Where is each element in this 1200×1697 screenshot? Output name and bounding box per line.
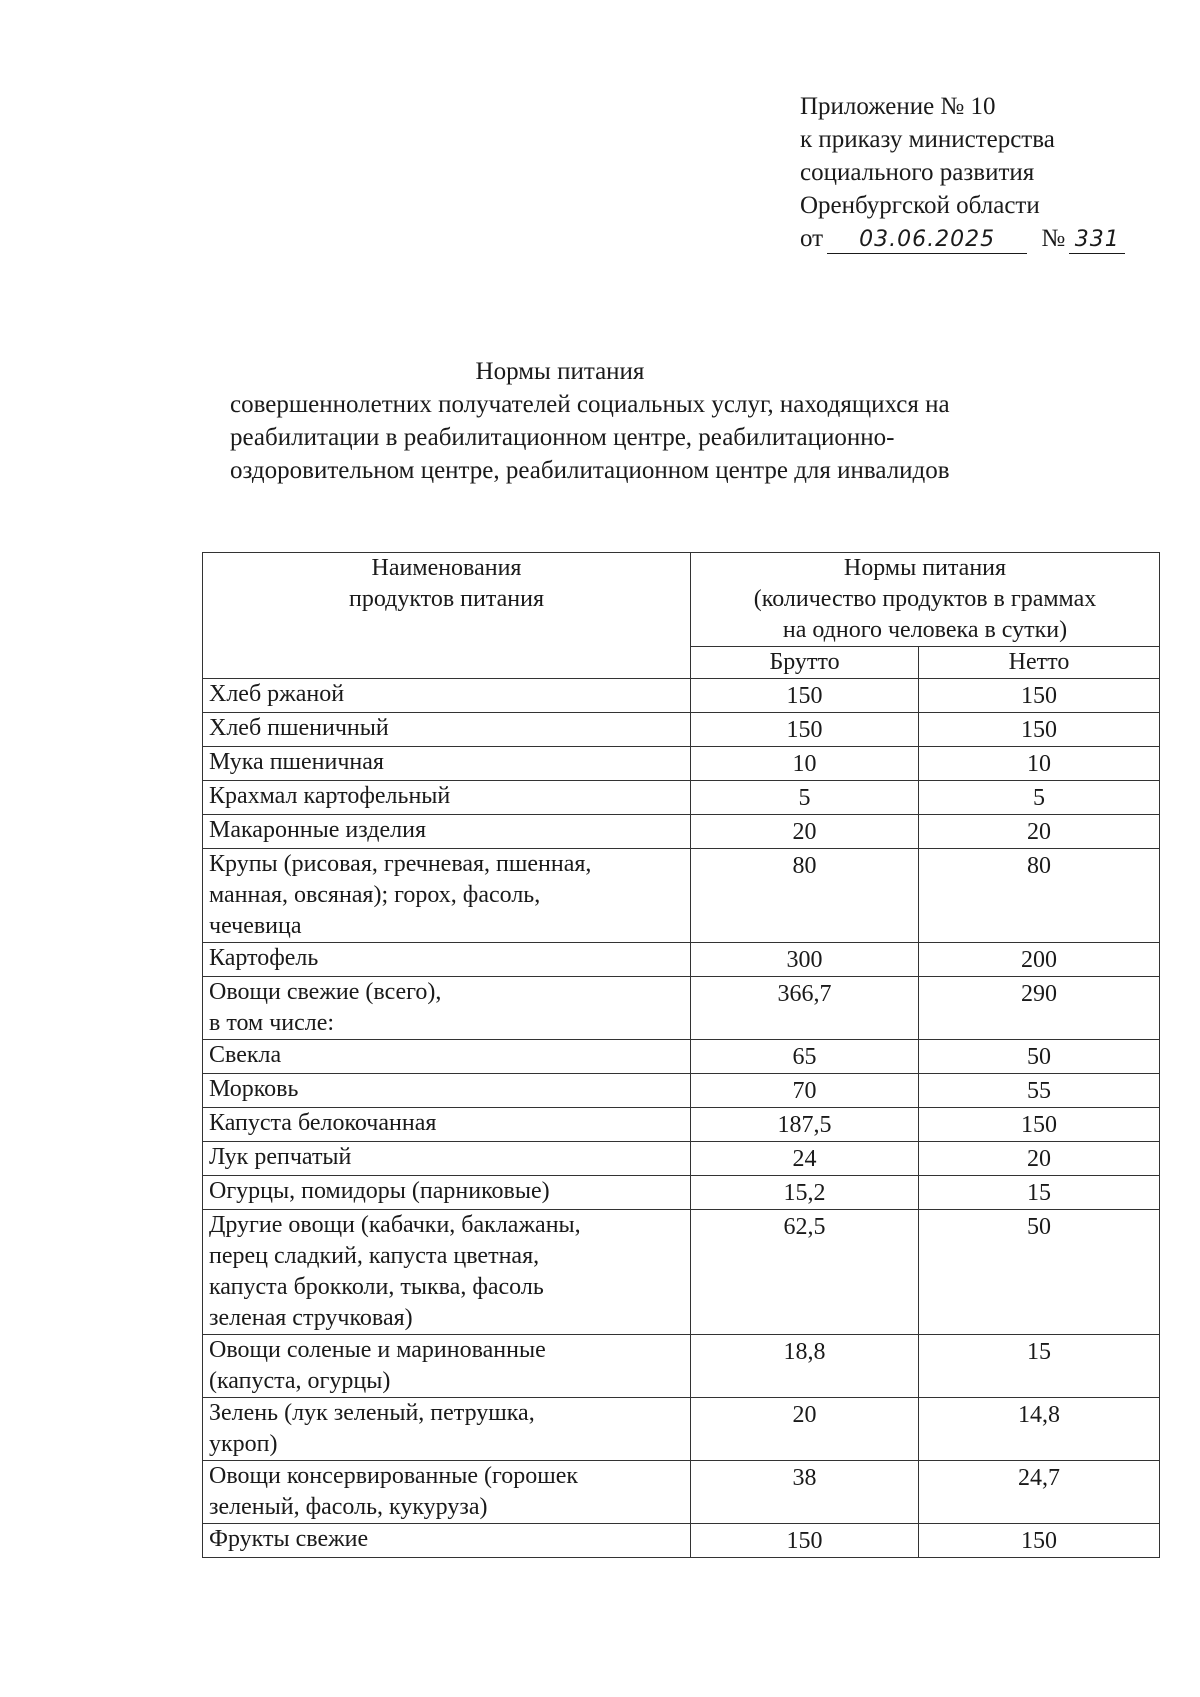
- netto-cell: 24,7: [919, 1461, 1160, 1524]
- brutto-cell: 300: [691, 943, 919, 977]
- netto-cell: 150: [919, 1524, 1160, 1558]
- header-netto: Нетто: [919, 647, 1160, 679]
- table-row: [203, 713, 1160, 747]
- header-norms: [691, 553, 1160, 647]
- appendix-date-line: [800, 222, 1125, 255]
- netto-cell: 50: [919, 1210, 1160, 1335]
- appendix-ministry-line: социального развития: [800, 159, 1035, 186]
- product-name-line: (капуста, огурцы): [209, 1368, 391, 1394]
- product-name-cell: [203, 977, 691, 1040]
- product-name-line: зеленая стручковая): [209, 1305, 413, 1331]
- appendix-number: Приложение № 10: [800, 93, 996, 120]
- product-name-line: Макаронные изделия: [209, 817, 427, 843]
- product-name-cell: [203, 1335, 691, 1398]
- product-name-cell: [203, 1461, 691, 1524]
- netto-cell: 10: [919, 747, 1160, 781]
- appendix-order-line: к приказу министерства: [800, 126, 1055, 153]
- product-name-line: Другие овощи (кабачки, баклажаны,: [209, 1212, 581, 1238]
- header-product-name-line-2: продуктов питания: [348, 586, 545, 612]
- table-row: [203, 1210, 1160, 1335]
- brutto-cell: 20: [691, 815, 919, 849]
- table-row: [203, 1074, 1160, 1108]
- product-name-cell: [203, 1176, 691, 1210]
- table-row: [203, 781, 1160, 815]
- table-row: [203, 977, 1160, 1040]
- order-number: 331: [1069, 227, 1125, 254]
- product-name-line: Картофель: [209, 945, 319, 971]
- product-name-cell: [203, 781, 691, 815]
- netto-cell: 14,8: [919, 1398, 1160, 1461]
- table-row: [203, 1108, 1160, 1142]
- brutto-cell: 18,8: [691, 1335, 919, 1398]
- brutto-cell: 65: [691, 1040, 919, 1074]
- product-name-line: Свекла: [209, 1042, 282, 1068]
- product-name-line: Зелень (лук зеленый, петрушка,: [209, 1400, 535, 1426]
- netto-cell: 80: [919, 849, 1160, 943]
- table-row: [203, 1335, 1160, 1398]
- product-name-cell: [203, 1108, 691, 1142]
- brutto-cell: 187,5: [691, 1108, 919, 1142]
- product-name-cell: [203, 1074, 691, 1108]
- table-row: [203, 679, 1160, 713]
- title-main: Нормы питания: [475, 358, 645, 385]
- product-name-line: Мука пшеничная: [209, 749, 384, 775]
- brutto-cell: 38: [691, 1461, 919, 1524]
- product-name-line: Овощи соленые и маринованные: [209, 1337, 546, 1363]
- product-name-line: Лук репчатый: [209, 1144, 352, 1170]
- product-name-line: чечевица: [209, 913, 302, 939]
- product-name-cell: [203, 747, 691, 781]
- brutto-cell: 80: [691, 849, 919, 943]
- header-norms-line-3: на одного человека в сутки): [782, 617, 1068, 643]
- product-name-cell: [203, 1142, 691, 1176]
- product-name-cell: [203, 679, 691, 713]
- brutto-cell: 24: [691, 1142, 919, 1176]
- product-name-line: Капуста белокочанная: [209, 1110, 437, 1136]
- product-name-cell: [203, 849, 691, 943]
- date-prefix: от: [800, 225, 824, 252]
- appendix-region-line: Оренбургской области: [800, 192, 1040, 219]
- table-row: [203, 1176, 1160, 1210]
- brutto-cell: 366,7: [691, 977, 919, 1040]
- product-name-cell: [203, 713, 691, 747]
- netto-cell: 150: [919, 1108, 1160, 1142]
- netto-cell: 20: [919, 815, 1160, 849]
- brutto-cell: 20: [691, 1398, 919, 1461]
- netto-cell: 150: [919, 713, 1160, 747]
- product-name-line: зеленый, фасоль, кукуруза): [209, 1494, 488, 1520]
- product-name-line: Крупы (рисовая, гречневая, пшенная,: [209, 851, 592, 877]
- product-name-line: Фрукты свежие: [209, 1526, 369, 1552]
- product-name-line: Огурцы, помидоры (парниковые): [209, 1178, 550, 1204]
- table-header-row: [203, 553, 1160, 647]
- header-product-name: [203, 553, 691, 679]
- product-name-line: Крахмал картофельный: [209, 783, 451, 809]
- document-title: [230, 355, 950, 487]
- table-row: [203, 1524, 1160, 1558]
- table-row: [203, 849, 1160, 943]
- brutto-cell: 150: [691, 713, 919, 747]
- product-name-cell: [203, 1040, 691, 1074]
- netto-cell: 5: [919, 781, 1160, 815]
- brutto-cell: 62,5: [691, 1210, 919, 1335]
- product-name-line: Морковь: [209, 1076, 299, 1102]
- table-row: [203, 815, 1160, 849]
- brutto-cell: 150: [691, 1524, 919, 1558]
- header-norms-line-2: (количество продуктов в граммах: [753, 586, 1097, 612]
- product-name-line: Хлеб ржаной: [209, 681, 345, 707]
- header-norms-line-1: Нормы питания: [843, 555, 1007, 581]
- product-name-cell: [203, 815, 691, 849]
- header-brutto: Брутто: [691, 647, 919, 679]
- table-row: [203, 1461, 1160, 1524]
- table-body: [203, 679, 1160, 1558]
- product-name-line: Овощи свежие (всего),: [209, 979, 442, 1005]
- table-row: [203, 747, 1160, 781]
- netto-cell: 200: [919, 943, 1160, 977]
- product-name-line: в том числе:: [209, 1010, 335, 1036]
- brutto-cell: 15,2: [691, 1176, 919, 1210]
- product-name-line: перец сладкий, капуста цветная,: [209, 1243, 540, 1269]
- brutto-cell: 150: [691, 679, 919, 713]
- brutto-cell: 70: [691, 1074, 919, 1108]
- product-name-line: Овощи консервированные (горошек: [209, 1463, 579, 1489]
- netto-cell: 150: [919, 679, 1160, 713]
- brutto-cell: 10: [691, 747, 919, 781]
- table-row: [203, 943, 1160, 977]
- header-product-name-line-1: Наименования: [371, 555, 522, 581]
- appendix-block: [800, 90, 1125, 255]
- product-name-cell: [203, 943, 691, 977]
- table-row: [203, 1040, 1160, 1074]
- product-name-cell: [203, 1210, 691, 1335]
- product-name-line: Хлеб пшеничный: [209, 715, 389, 741]
- order-date: 03.06.2025: [827, 227, 1027, 254]
- table-row: [203, 1398, 1160, 1461]
- product-name-line: капуста брокколи, тыква, фасоль: [209, 1274, 544, 1300]
- number-prefix: №: [1041, 225, 1066, 252]
- table-row: [203, 1142, 1160, 1176]
- netto-cell: 15: [919, 1176, 1160, 1210]
- product-name-line: манная, овсяная); горох, фасоль,: [209, 882, 541, 908]
- netto-cell: 50: [919, 1040, 1160, 1074]
- product-name-cell: [203, 1398, 691, 1461]
- product-name-line: укроп): [209, 1431, 278, 1457]
- title-line-2: реабилитации в реабилитационном центре, реабилитационно-: [230, 424, 895, 451]
- netto-cell: 20: [919, 1142, 1160, 1176]
- title-line-3: оздоровительном центре, реабилитационном центре для инвалидов: [230, 457, 950, 484]
- netto-cell: 55: [919, 1074, 1160, 1108]
- netto-cell: 15: [919, 1335, 1160, 1398]
- netto-cell: 290: [919, 977, 1160, 1040]
- brutto-cell: 5: [691, 781, 919, 815]
- product-name-cell: [203, 1524, 691, 1558]
- nutrition-norms-table: [202, 552, 1160, 1558]
- title-line-1: совершеннолетних получателей социальных услуг, находящихся на: [230, 391, 950, 418]
